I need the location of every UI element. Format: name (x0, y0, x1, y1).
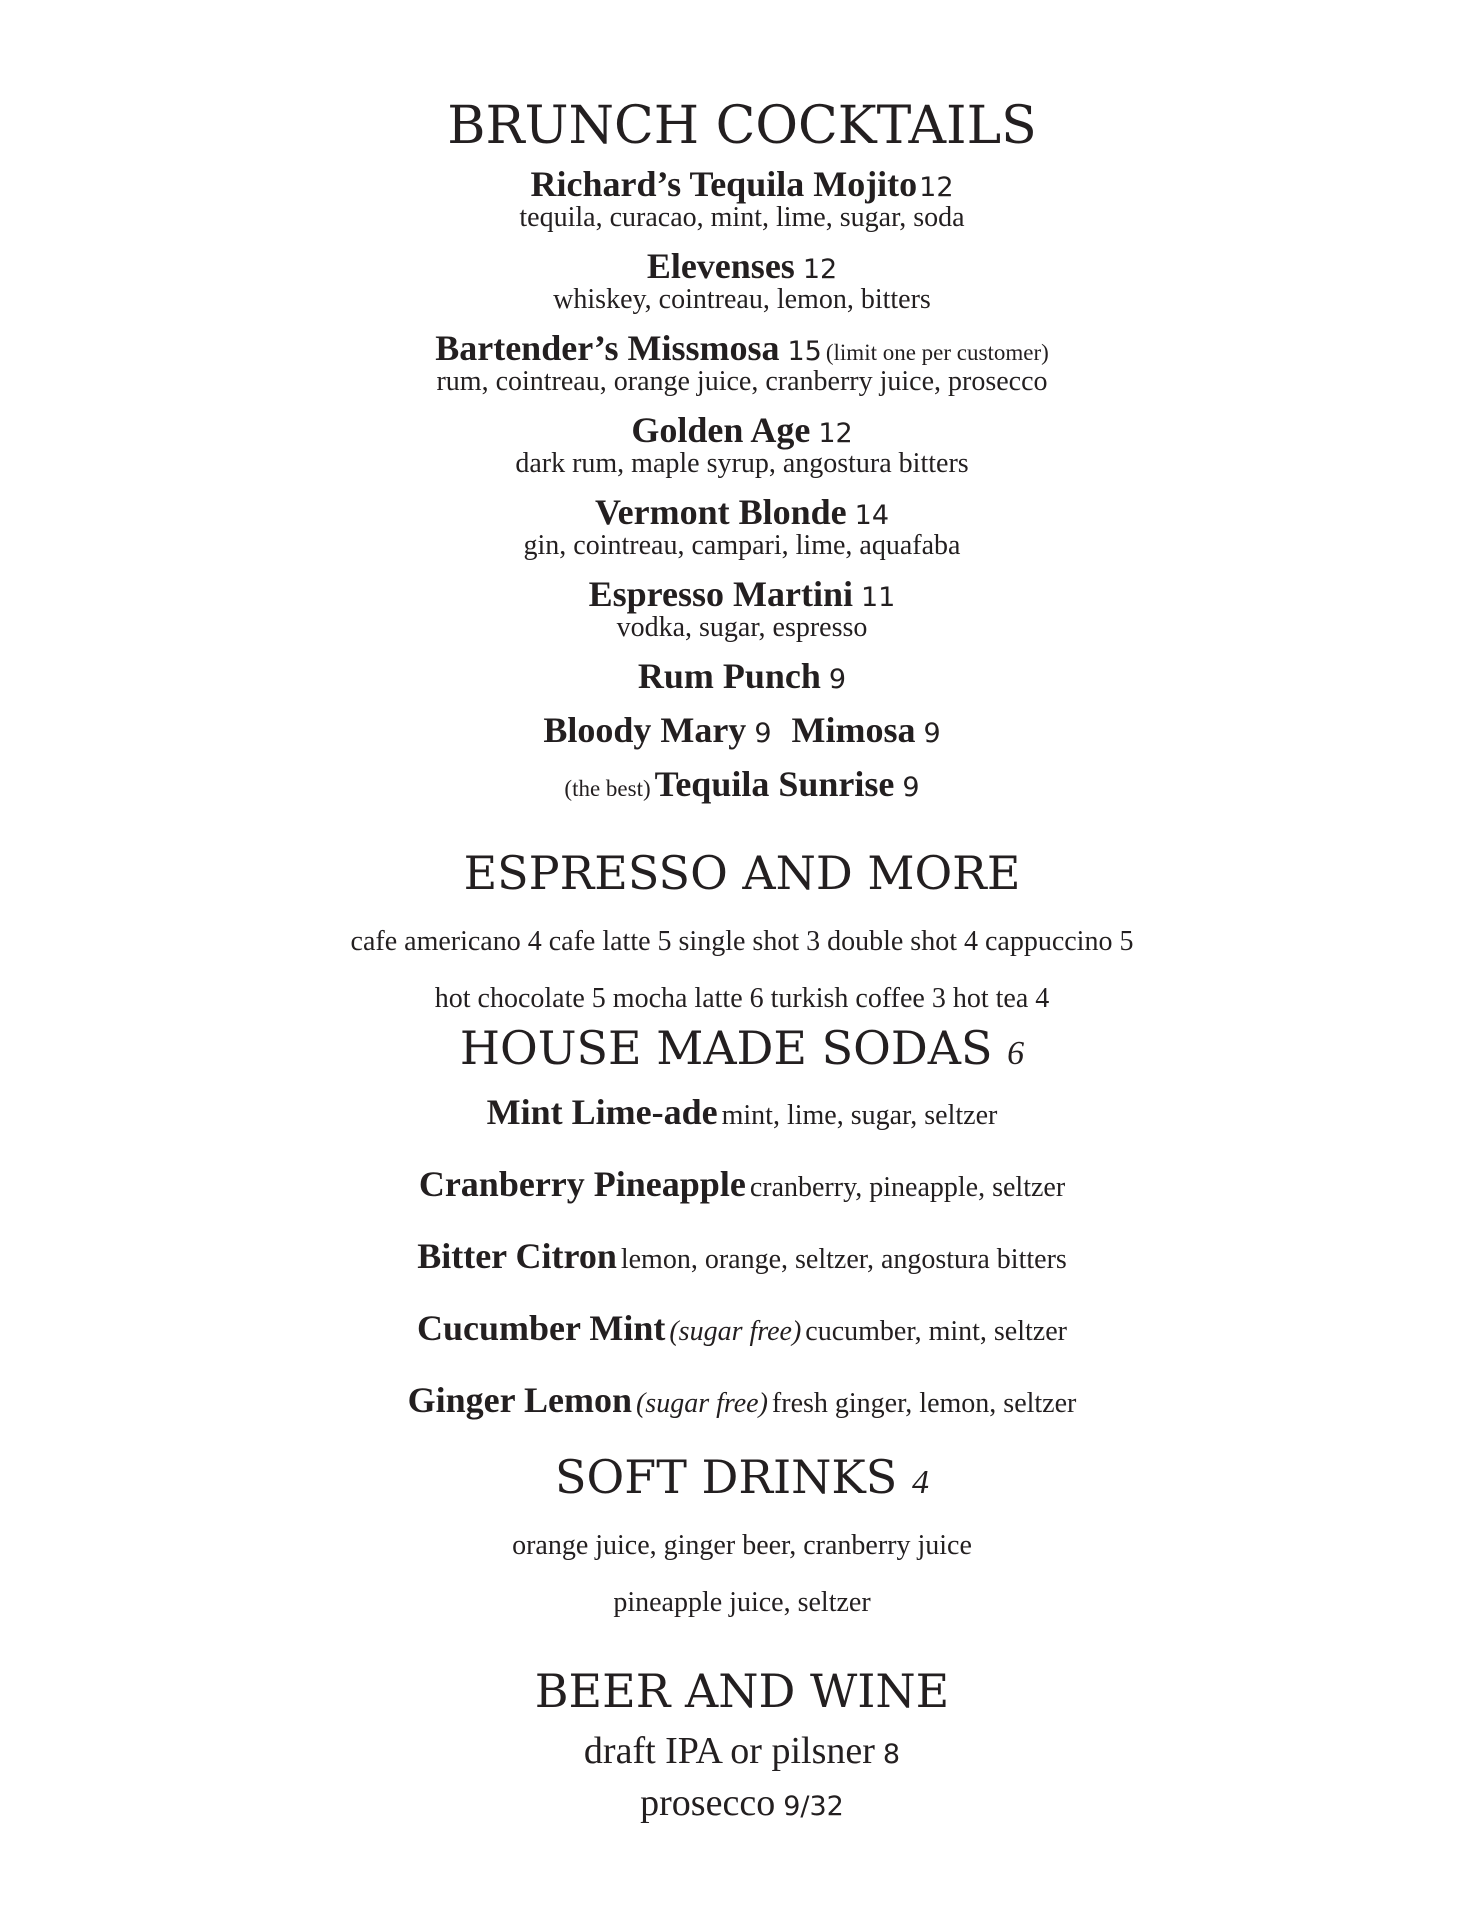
item-name: Rum Punch (637, 656, 821, 696)
menu-item (0, 658, 1484, 694)
item-name: Vermont Blonde (594, 492, 847, 532)
soft-drinks-line: orange juice, ginger beer, cranberry juice (512, 1530, 972, 1561)
item-price: 9 (828, 664, 847, 695)
menu-item (0, 1238, 1484, 1274)
menu-item (0, 1094, 1484, 1130)
item-price: 9 (754, 718, 772, 749)
item-name: Mint Lime-ade (486, 1092, 718, 1132)
menu-item (0, 576, 1484, 612)
menu-item-pair (0, 712, 1484, 748)
item-name: Ginger Lemon (407, 1380, 632, 1420)
item-price: 15 (787, 336, 822, 367)
item-description: cranberry, pineapple, seltzer (749, 1172, 1066, 1203)
section-title-espresso-and-more: ESPRESSO AND MORE (463, 846, 1021, 900)
item-description: mint, lime, sugar, seltzer (721, 1100, 998, 1131)
item-price: 9/32 (783, 1791, 844, 1822)
section-title-house-made-sodas (0, 1021, 1484, 1075)
section-price: 6 (1007, 1035, 1025, 1072)
menu-item (0, 248, 1484, 284)
item-name: Bitter Citron (417, 1236, 617, 1276)
item-price: 9 (923, 718, 941, 749)
menu-item (0, 1732, 1484, 1770)
espresso-list-line: cafe americano 4 cafe latte 5 single shot 3 double shot 4 cappuccino 5 (350, 926, 1134, 957)
item-note: (limit one per customer) (825, 340, 1049, 365)
item-description: tequila, curacao, mint, lime, sugar, soda (519, 202, 965, 233)
item-name: Cucumber Mint (417, 1308, 666, 1348)
item-name: Golden Age (631, 410, 811, 450)
item-description: cucumber, mint, seltzer (805, 1316, 1067, 1347)
menu-item (0, 1310, 1484, 1346)
item-name: draft IPA or pilsner (583, 1730, 875, 1772)
item-name: Richard’s Tequila Mojito (530, 164, 918, 204)
item-name: Elevenses (646, 246, 795, 286)
item-price: 12 (818, 418, 853, 449)
item-description: rum, cointreau, orange juice, cranberry juice, prosecco (436, 366, 1048, 397)
item-note: (sugar free) (635, 1388, 768, 1419)
item-note: (sugar free) (669, 1316, 802, 1347)
item-name: Espresso Martini (588, 574, 853, 614)
item-price: 12 (802, 254, 838, 285)
menu-item (0, 1166, 1484, 1202)
item-description: dark rum, maple syrup, angostura bitters (515, 448, 969, 479)
espresso-list-line: hot chocolate 5 mocha latte 6 turkish coffee 3 hot tea 4 (434, 983, 1050, 1014)
menu-item (0, 330, 1484, 366)
item-name: Cranberry Pineapple (418, 1164, 746, 1204)
menu-item (0, 766, 1484, 802)
menu-item (0, 1784, 1484, 1822)
item-price: 9 (902, 772, 920, 803)
menu-item (0, 1382, 1484, 1418)
soft-drinks-line: pineapple juice, seltzer (613, 1587, 871, 1618)
item-description: whiskey, cointreau, lemon, bitters (553, 284, 931, 315)
item-name: Tequila Sunrise (654, 764, 895, 804)
section-title-text: SOFT DRINKS (555, 1450, 898, 1504)
menu-item (0, 412, 1484, 448)
item-price: 12 (919, 172, 954, 203)
menu-item (0, 166, 1484, 202)
item-note: (the best) (564, 776, 651, 801)
section-title-brunch-cocktails: BRUNCH COCKTAILS (447, 96, 1037, 156)
item-description: gin, cointreau, campari, lime, aquafaba (523, 530, 961, 561)
item-price: 14 (854, 500, 890, 531)
item-description: lemon, orange, seltzer, angostura bitters (620, 1244, 1067, 1275)
item-name: Mimosa (791, 710, 916, 750)
section-title-text: HOUSE MADE SODAS (459, 1021, 993, 1075)
item-name: Bartender’s Missmosa (435, 328, 780, 368)
menu-item (0, 494, 1484, 530)
section-title-soft-drinks (0, 1450, 1484, 1504)
item-description: fresh ginger, lemon, seltzer (771, 1388, 1077, 1419)
section-title-beer-and-wine: BEER AND WINE (534, 1664, 950, 1718)
item-price: 8 (882, 1739, 901, 1770)
item-name: prosecco (640, 1782, 776, 1824)
item-price: 11 (860, 582, 896, 613)
item-description: vodka, sugar, espresso (616, 612, 868, 643)
section-price: 4 (911, 1464, 929, 1501)
item-name: Bloody Mary (543, 710, 747, 750)
